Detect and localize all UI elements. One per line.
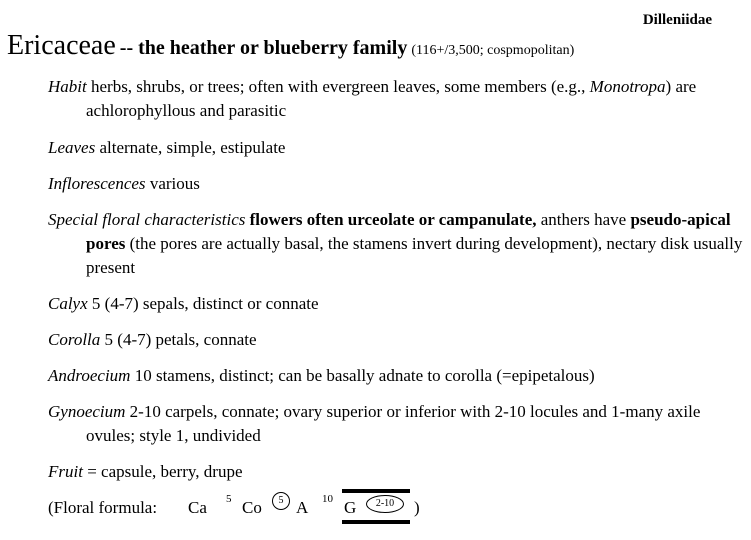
special-floral-bold: flowers often urceolate or campanulate, (245, 210, 537, 229)
calyx-label: Calyx (48, 294, 88, 313)
inflorescences-entry (48, 172, 751, 196)
family-name: Ericaceae (7, 30, 116, 61)
habit-label: Habit (48, 77, 87, 96)
habit-entry (48, 75, 751, 123)
family-description: -- the heather or blueberry family (119, 37, 408, 59)
gynoecium-text: 2-10 carpels, connate; ovary superior or inferior with 2-10 locules and 1-many axile ovules; style 1, undivided (86, 402, 701, 445)
inflorescences-label: Inflorescences (48, 174, 146, 193)
subclass-label: Dilleniidae (642, 12, 712, 28)
inflorescences-text: various (145, 174, 200, 193)
calyx-entry (48, 292, 751, 316)
special-floral-entry (48, 208, 751, 280)
formula-gynoecium-number: 2-10 (375, 498, 395, 509)
leaves-entry (48, 136, 751, 160)
formula-gynoecium: G (344, 498, 357, 517)
fruit-entry (48, 460, 751, 484)
fruit-label: Fruit (48, 462, 83, 481)
superior-ovary-bar (342, 489, 410, 493)
formula-corolla-number: 5 (278, 495, 284, 506)
gynoecium-label: Gynoecium (48, 402, 126, 421)
formula-corolla: Co (242, 498, 262, 517)
habit-text-end: ) are achlorophyllous and parasitic (86, 77, 697, 120)
formula-suffix: ) (414, 498, 420, 517)
special-floral-text: anthers have (536, 210, 631, 229)
androecium-label: Androecium (48, 366, 131, 385)
corolla-entry (48, 328, 751, 352)
androecium-text: 10 stamens, distinct; can be basally adnate to corolla (=epipetalous) (130, 366, 595, 385)
habit-example: Monotropa (589, 77, 666, 96)
calyx-text: 5 (4-7) sepals, distinct or connate (87, 294, 319, 313)
formula-calyx: Ca (188, 498, 207, 517)
androecium-entry (48, 364, 751, 388)
special-floral-label: Special floral characteristics (48, 210, 246, 229)
formula-prefix: (Floral formula: (48, 498, 158, 517)
formula-androecium: A (296, 498, 309, 517)
gynoecium-entry (48, 400, 751, 448)
corolla-connate-circle (272, 492, 290, 510)
inferior-ovary-bar (342, 520, 410, 524)
corolla-text: 5 (4-7) petals, connate (100, 330, 257, 349)
leaves-label: Leaves (48, 138, 96, 157)
gynoecium-connate-circle (366, 495, 404, 513)
family-counts: (116+/3,500; cospmopolitan) (411, 43, 575, 58)
leaves-text: alternate, simple, estipulate (95, 138, 286, 157)
corolla-label: Corolla (48, 330, 101, 349)
pseudo-apical-pores: pseudo-apical pores (86, 210, 731, 253)
special-floral-text-end: (the pores are actually basal, the stamens invert during development), nectary disk usually present (86, 234, 743, 277)
page-title (7, 30, 574, 62)
habit-text: herbs, shrubs, or trees; often with evergreen leaves, some members (e.g., (86, 77, 590, 96)
formula-androecium-number: 10 (322, 493, 333, 505)
formula-calyx-number: 5 (226, 493, 232, 505)
fruit-text: = capsule, berry, drupe (82, 462, 243, 481)
